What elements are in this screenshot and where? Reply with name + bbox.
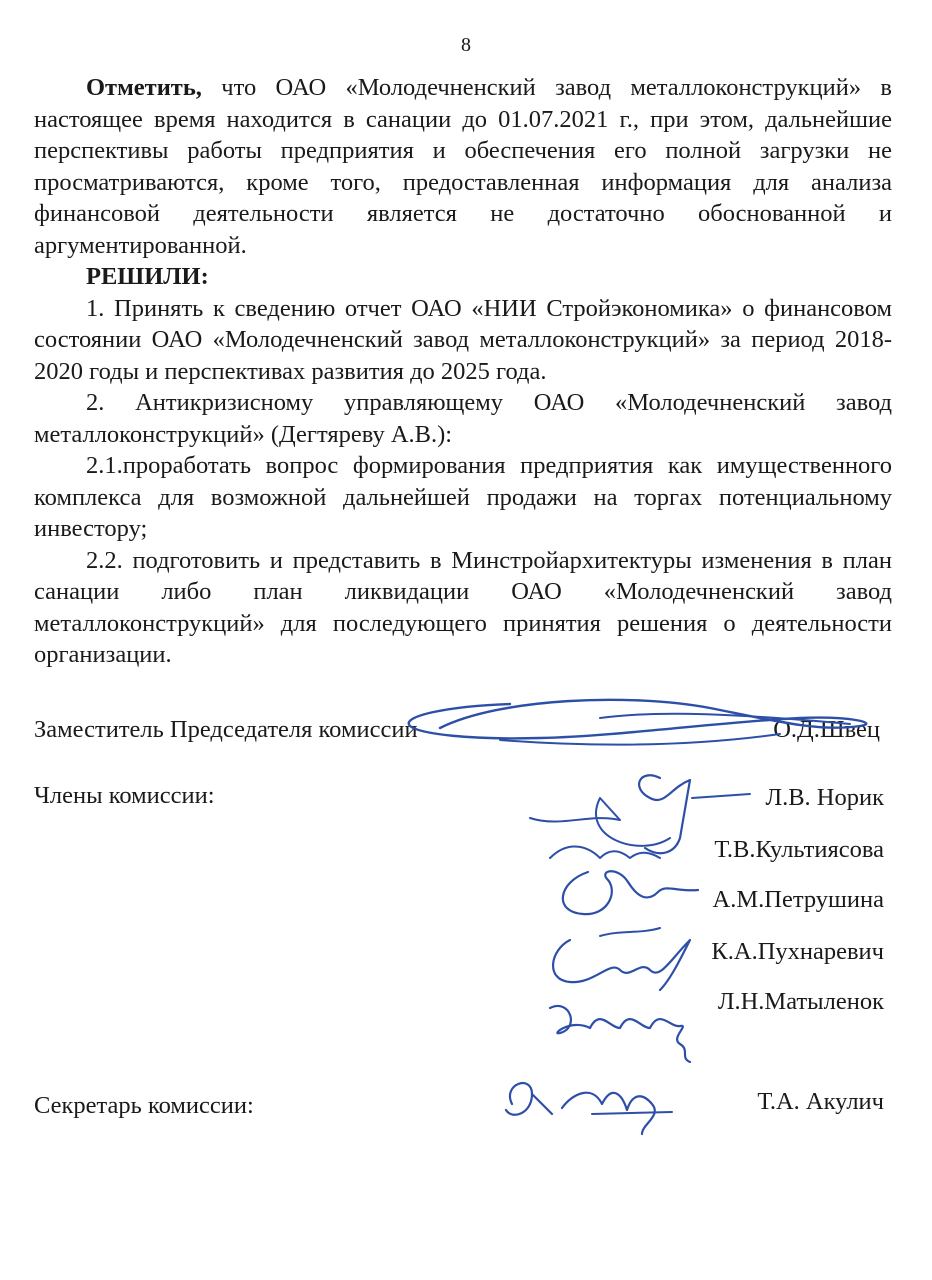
- note-lead: Отметить,: [86, 74, 202, 101]
- member-name-1: Л.В. Норик: [765, 784, 884, 811]
- secretary-name: Т.А. Акулич: [757, 1088, 884, 1115]
- members-title: Члены комиссии:: [34, 782, 215, 809]
- decision-item-2-1: 2.1.проработать вопрос формирования предприятия как имущественного комплекса для возможной дальнейшей продажи на торгах потенциальному инвестору;: [34, 452, 892, 542]
- decision-item-1: 1. Принять к сведению отчет ОАО «НИИ Стройэкономика» о финансовом состоянии ОАО «Молодечненский завод металлоконструкций» за период 2018-2020 годы и перспективах развития до 2025 года.: [34, 294, 892, 385]
- member-signature-5: [540, 988, 710, 1068]
- secretary-signature: [492, 1064, 682, 1144]
- note-paragraph: [34, 72, 892, 261]
- member-name-4: К.А.Пухнаревич: [711, 938, 884, 965]
- decided-heading: РЕШИЛИ:: [86, 263, 209, 290]
- member-name-5: Л.Н.Матыленок: [717, 988, 884, 1015]
- secretary-title: Секретарь комиссии:: [34, 1092, 254, 1119]
- member-name-2: Т.В.Культиясова: [714, 836, 884, 863]
- page-number: 8: [461, 34, 471, 56]
- deputy-name: О.Д.Швец: [773, 716, 880, 743]
- member-signature-1: [520, 758, 760, 878]
- deputy-title: Заместитель Председателя комиссии: [34, 716, 418, 743]
- document-body: [34, 72, 892, 671]
- decision-item-2-2: 2.2. подготовить и представить в Минстройархитектуры изменения в план санации либо план ликвидации ОАО «Молодечненский завод металлоконструкций» для последующего принятия решения о деятельности организации.: [34, 546, 892, 668]
- member-signature-3: [548, 862, 708, 922]
- member-name-3: А.М.Петрушина: [712, 886, 884, 913]
- note-text: что ОАО «Молодечненский завод металлоконструкций» в настоящее время находится в санации до 01.07.2021 г., при этом, дальнейшие перспективы работы предприятия и обеспечения его полной загрузки не просматриваются, кроме того, предоставленная информация для анализа финансовой деятельности является не достаточно обоснованной и аргументированной.: [34, 74, 892, 259]
- decision-item-2: 2. Антикризисному управляющему ОАО «Молодечненский завод металлоконструкций» (Дегтяреву А.В.):: [34, 389, 892, 448]
